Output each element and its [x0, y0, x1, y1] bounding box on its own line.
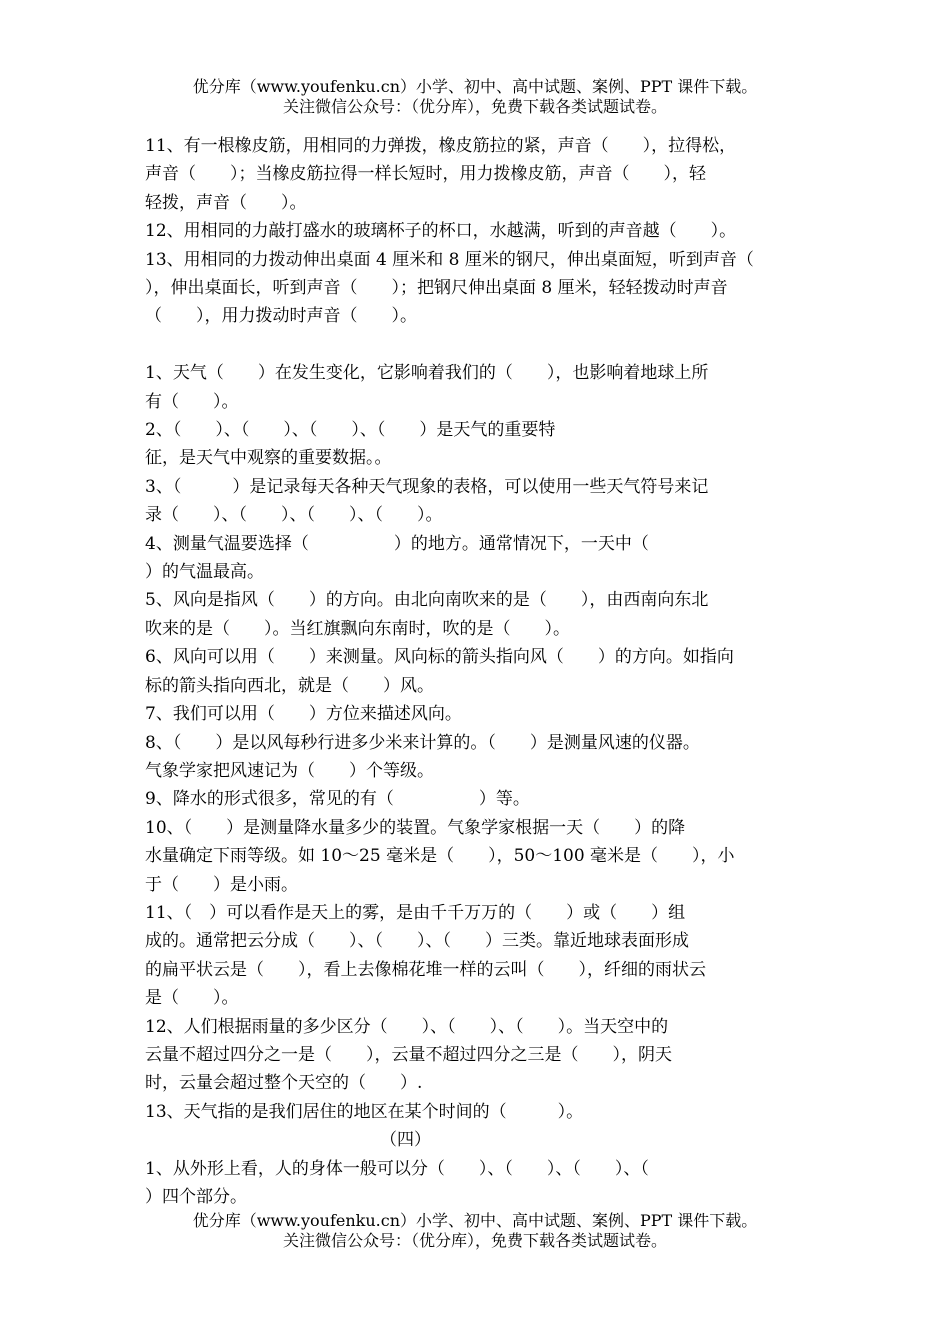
text-line: 轻拨，声音（ ）。: [145, 192, 307, 213]
text-line: （ ），用力拨动时声音（ ）。: [145, 306, 417, 327]
text-line: 成的。通常把云分成（ ）、（ ）、（ ）三类。靠近地球表面形成: [145, 931, 689, 952]
text-line: 气象学家把风速记为（ ）个等级。: [145, 760, 434, 781]
text-line: 征，是天气中观察的重要数据。。: [145, 448, 392, 469]
text-line: ）四个部分。: [145, 1187, 247, 1208]
text-line: 于（ ）是小雨。: [145, 874, 298, 895]
text-line: 11、（ ）可以看作是天上的雾，是由千千万万的（ ）或（ ）组: [145, 902, 686, 923]
text-line: 5、风向是指风（ ）的方向。由北向南吹来的是（ ），由西南向东北: [145, 590, 709, 611]
text-line: 云量不超过四分之一是（ ），云量不超过四分之三是（ ），阴天: [145, 1044, 672, 1065]
text-line: 12、人们根据雨量的多少区分（ ）、（ ）、（ ）。当天空中的: [145, 1016, 669, 1037]
text-line: 7、我们可以用（ ）方位来描述风向。: [145, 704, 462, 725]
text-line: 是（ ）。: [145, 988, 239, 1009]
text-line: 有（ ）。: [145, 391, 239, 412]
header-line-1: 优分库（www.youfenku.cn）小学、初中、高中试题、案例、PPT 课件下载。: [192, 77, 758, 96]
text-line: 13、天气指的是我们居住的地区在某个时间的（ ）。: [145, 1101, 584, 1122]
blank-line: [145, 331, 835, 359]
text-line: 的扁平状云是（ ），看上去像棉花堆一样的云叫（ ），纤细的雨状云: [145, 959, 706, 980]
text-line: 标的箭头指向西北，就是（ ）风。: [145, 675, 434, 696]
text-line: 6、风向可以用（ ）来测量。风向标的箭头指向风（ ）的方向。如指向: [145, 647, 734, 668]
worksheet-body: [145, 132, 835, 1211]
section-heading: （四）: [380, 1130, 431, 1151]
text-line: 9、降水的形式很多，常见的有（ ）等。: [145, 789, 530, 810]
text-line: 2、（ ）、（ ）、（ ）、（ ）是天气的重要特: [145, 420, 556, 441]
page-footer: [0, 1211, 950, 1251]
text-line: 1、天气（ ）在发生变化，它影响着我们的（ ），也影响着地球上所: [145, 363, 709, 384]
text-line: 录（ ）、（ ）、（ ）、（ ）。: [145, 505, 443, 526]
text-line: 1、从外形上看，人的身体一般可以分（ ）、（ ）、（ ）、（: [145, 1158, 649, 1179]
header-line-2: 关注微信公众号：（优分库），免费下载各类试题试卷。: [282, 97, 667, 116]
text-line: 10、（ ）是测量降水量多少的装置。气象学家根据一天（ ）的降: [145, 817, 686, 838]
text-line: ）的气温最高。: [145, 562, 264, 583]
text-line: 12、用相同的力敲打盛水的玻璃杯子的杯口，水越满，听到的声音越（ ）。: [145, 221, 737, 242]
text-line: 时，云量会超过整个天空的（ ）.: [145, 1073, 423, 1094]
text-line: 吹来的是（ ）。当红旗飘向东南时，吹的是（ ）。: [145, 618, 570, 639]
text-line: 13、用相同的力拨动伸出桌面 4 厘米和 8 厘米的钢尺，伸出桌面短，听到声音（: [145, 249, 754, 270]
text-line: ），伸出桌面长，听到声音（ ）；把钢尺伸出桌面 8 厘米，轻轻拨动时声音: [145, 278, 728, 299]
text-line: 声音（ ）；当橡皮筋拉得一样长短时，用力拨橡皮筋，声音（ ），轻: [145, 164, 706, 185]
text-line: 3、（ ）是记录每天各种天气现象的表格，可以使用一些天气符号来记: [145, 476, 709, 497]
page-header: [0, 77, 950, 117]
footer-line-1: 优分库（www.youfenku.cn）小学、初中、高中试题、案例、PPT 课件下载。: [192, 1211, 758, 1230]
footer-line-2: 关注微信公众号：（优分库），免费下载各类试题试卷。: [282, 1231, 667, 1250]
text-line: 8、（ ）是以风每秒行进多少米来计算的。（ ）是测量风速的仪器。: [145, 732, 700, 753]
text-line: 4、测量气温要选择（ ）的地方。通常情况下，一天中（: [145, 533, 649, 554]
text-line: 11、有一根橡皮筋，用相同的力弹拨，橡皮筋拉的紧，声音（ ），拉得松，: [145, 136, 737, 156]
text-line: 水量确定下雨等级。如 10～25 毫米是（ ），50～100 毫米是（ ），小: [145, 846, 735, 867]
